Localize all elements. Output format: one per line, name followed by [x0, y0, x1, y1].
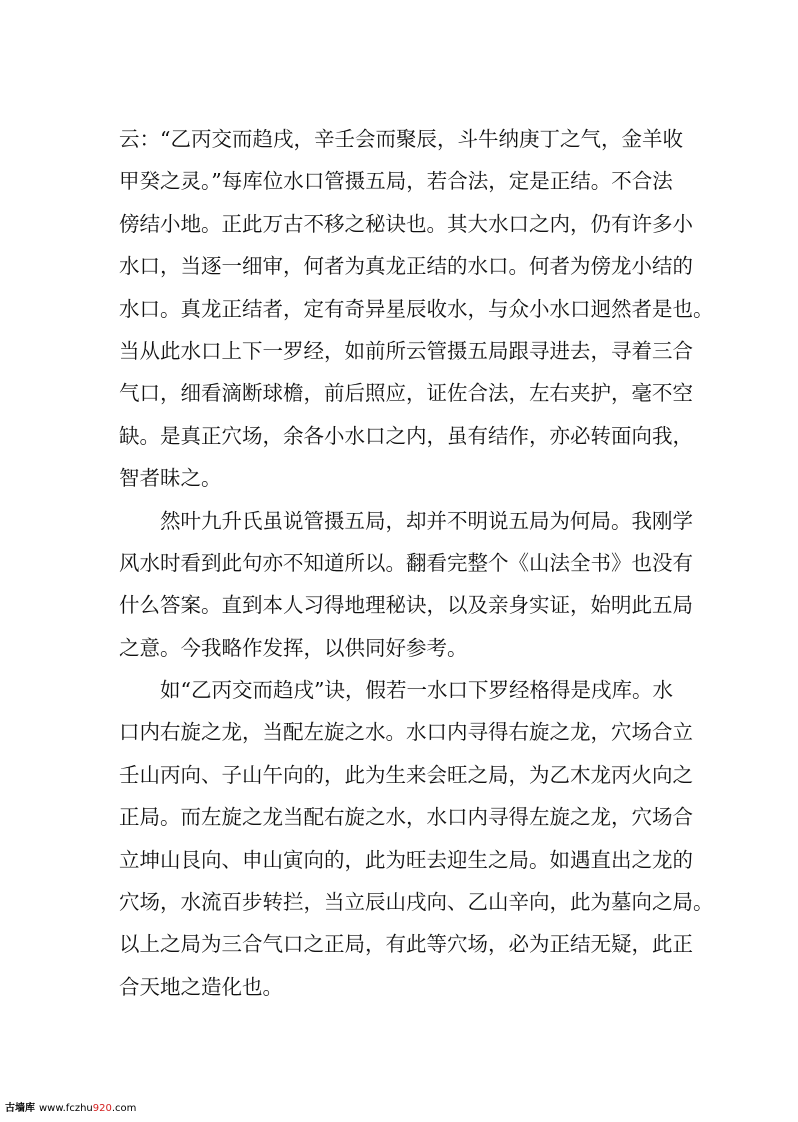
text-line: 合天地之造化也。 [119, 974, 283, 999]
footer-site-name: 古墙库 [5, 1103, 35, 1114]
text-line: 然叶九升氏虽说管摄五局，却并不明说五局为何局。我刚学 [119, 508, 693, 533]
footer-url-number: 920 [92, 1103, 112, 1114]
footer-url-prefix: www.fczhu [39, 1103, 93, 1114]
text-line: 口内右旋之龙，当配左旋之水。水口内寻得右旋之龙，穴场合立 [119, 720, 693, 745]
footer-url[interactable] [39, 1103, 136, 1114]
text-line: 以上之局为三合气口之正局，有此等穴场，必为正结无疑，此正 [119, 932, 693, 957]
text-line: 缺。是真正穴场，余各小水口之内，虽有结作，亦必转面向我， [119, 423, 693, 448]
text-line: 水口。真龙正结者，定有奇异星辰收水，与众小水口迥然者是也。 [119, 296, 714, 321]
text-line: 甲癸之灵。”每库位水口管摄五局，若合法，定是正结。不合法 [119, 169, 673, 194]
text-line: 云：“乙丙交而趋戌，辛壬会而聚辰，斗牛纳庚丁之气，金羊收 [119, 127, 683, 151]
text-line: 什么答案。直到本人习得地理秘诀，以及亲身实证，始明此五局 [119, 593, 693, 618]
text-line: 之意。今我略作发挥，以供同好参考。 [119, 635, 468, 660]
footer-watermark [5, 1103, 136, 1115]
text-line: 气口，细看滴断球檐，前后照应，证佐合法，左右夹护，毫不空 [119, 381, 693, 406]
text-line: 立坤山艮向、申山寅向的，此为旺去迎生之局。如遇直出之龙的 [119, 847, 693, 872]
text-line: 傍结小地。正此万古不移之秘诀也。其大水口之内，仍有许多小 [119, 211, 693, 236]
text-line: 如“乙丙交而趋戌”诀，假若一水口下罗经格得是戌库。水 [119, 678, 673, 703]
text-line: 当从此水口上下一罗经，如前所云管摄五局跟寻进去，寻着三合 [119, 338, 693, 363]
text-line: 穴场，水流百步转拦，当立辰山戌向、乙山辛向，此为墓向之局。 [119, 890, 714, 915]
footer-url-suffix: .com [111, 1103, 137, 1114]
text-line: 智者昧之。 [119, 466, 222, 491]
text-line: 壬山丙向、子山午向的，此为生来会旺之局，为乙木龙丙火向之 [119, 762, 693, 787]
text-line: 风水时看到此句亦不知道所以。翻看完整个《山法全书》也没有 [119, 550, 693, 575]
body-text [119, 118, 714, 1008]
text-line: 水口，当逐一细审，何者为真龙正结的水口。何者为傍龙小结的 [119, 254, 693, 279]
text-line: 正局。而左旋之龙当配右旋之水，水口内寻得左旋之龙，穴场合 [119, 805, 693, 830]
